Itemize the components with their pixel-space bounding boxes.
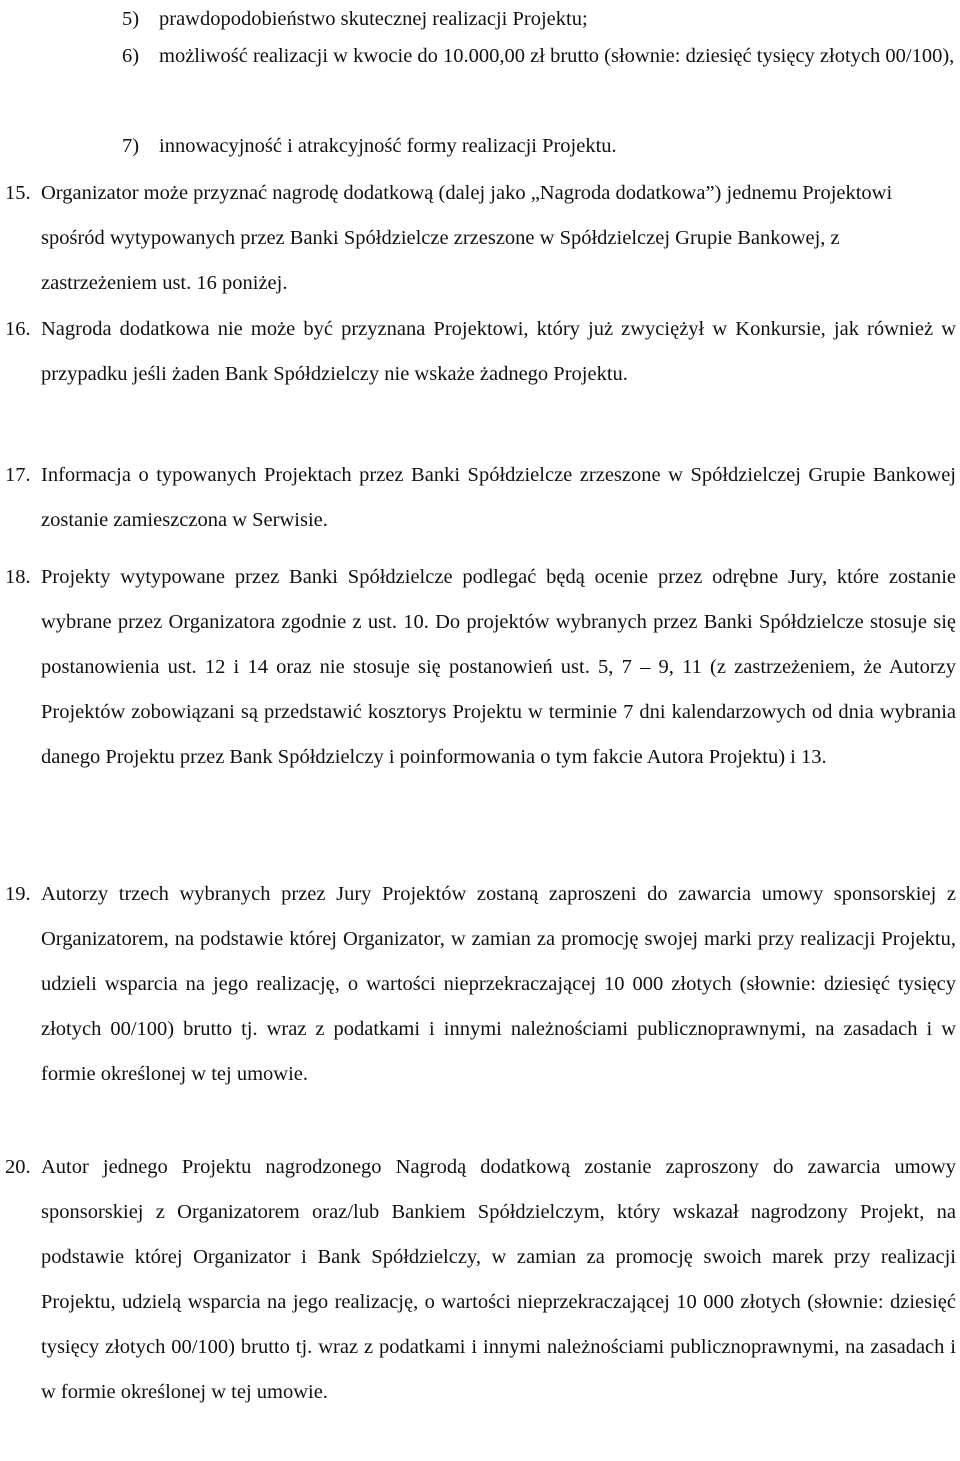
paragraph-number: 18. bbox=[5, 566, 31, 588]
paragraph-16 bbox=[0, 307, 956, 397]
list-item-7 bbox=[122, 124, 958, 169]
list-item-text: prawdopodobieństwo skutecznej realizacji Projektu; bbox=[159, 8, 588, 30]
paragraph-text: Informacja o typowanych Projektach przez Banki Spółdzielcze zrzeszone w Spółdzielczej Grupie Bankowej zostanie zamieszczona w Serwisie. bbox=[41, 464, 956, 531]
paragraph-17 bbox=[0, 453, 956, 543]
paragraph-19 bbox=[0, 872, 956, 1097]
paragraph-number: 20. bbox=[5, 1156, 31, 1178]
list-item-text: możliwość realizacji w kwocie do 10.000,00 zł brutto (słownie: dziesięć tysięcy złotych 00/100), bbox=[159, 45, 955, 67]
list-item-number: 7) bbox=[122, 135, 140, 157]
paragraph-number: 19. bbox=[5, 883, 31, 905]
list-item-6 bbox=[122, 34, 958, 79]
paragraph-15 bbox=[0, 171, 956, 306]
paragraph-number: 15. bbox=[5, 182, 31, 204]
paragraph-text: Autor jednego Projektu nagrodzonego Nagrodą dodatkową zostanie zaproszony do zawarcia umowy sponsorskiej z Organizatorem oraz/lub Bankiem Spółdzielczym, który wskazał nagrodzony Projekt, na podstawie której Organizator i Bank Spółdzielczy, w zamian za promocję swoich marek przy realizacji Projektu, udzielą wsparcia na jego realizację, o wartości nieprzekraczającej 10 000 złotych (słownie: dziesięć tysięcy złotych 00/100) brutto tj. wraz z podatkami i innymi należnościami publicznoprawnymi, na zasadach i w formie określonej w tej umowie. bbox=[41, 1156, 956, 1403]
paragraph-number: 16. bbox=[5, 318, 31, 340]
paragraph-text: Organizator może przyznać nagrodę dodatkową (dalej jako „Nagroda dodatkowa”) jednemu Projektowi spośród wytypowanych przez Banki Spółdzielcze zrzeszone w Spółdzielczej Grupie Bankowej, z zastrzeżeniem ust. 16 poniżej. bbox=[41, 182, 893, 294]
paragraph-number: 17. bbox=[5, 464, 31, 486]
paragraph-20 bbox=[0, 1145, 956, 1415]
list-item-number: 6) bbox=[122, 45, 140, 67]
paragraph-text: Nagroda dodatkowa nie może być przyznana Projektowi, który już zwyciężył w Konkursie, jak również w przypadku jeśli żaden Bank Spółdzielczy nie wskaże żadnego Projektu. bbox=[41, 318, 956, 385]
list-item-number: 5) bbox=[122, 8, 140, 30]
paragraph-text: Autorzy trzech wybranych przez Jury Projektów zostaną zaproszeni do zawarcia umowy sponsorskiej z Organizatorem, na podstawie której Organizator, w zamian za promocję swojej marki przy realizacji Projektu, udzieli wsparcia na jego realizację, o wartości nieprzekraczającej 10 000 złotych (słownie: dziesięć tysięcy złotych 00/100) brutto tj. wraz z podatkami i innymi należnościami publicznoprawnymi, na zasadach i w formie określonej w tej umowie. bbox=[41, 883, 956, 1085]
paragraph-18 bbox=[0, 555, 956, 780]
paragraph-text: Projekty wytypowane przez Banki Spółdzielcze podlegać będą ocenie przez odrębne Jury, które zostanie wybrane przez Organizatora zgodnie z ust. 10. Do projektów wybranych przez Banki Spółdzielcze stosuje się postanowienia ust. 12 i 14 oraz nie stosuje się postanowień ust. 5, 7 – 9, 11 (z zastrzeżeniem, że Autorzy Projektów zobowiązani są przedstawić kosztorys Projektu w terminie 7 dni kalendarzowych od dnia wybrania danego Projektu przez Bank Spółdzielczy i poinformowania o tym fakcie Autora Projektu) i 13. bbox=[41, 566, 956, 768]
list-item-text: innowacyjność i atrakcyjność formy realizacji Projektu. bbox=[159, 135, 617, 157]
